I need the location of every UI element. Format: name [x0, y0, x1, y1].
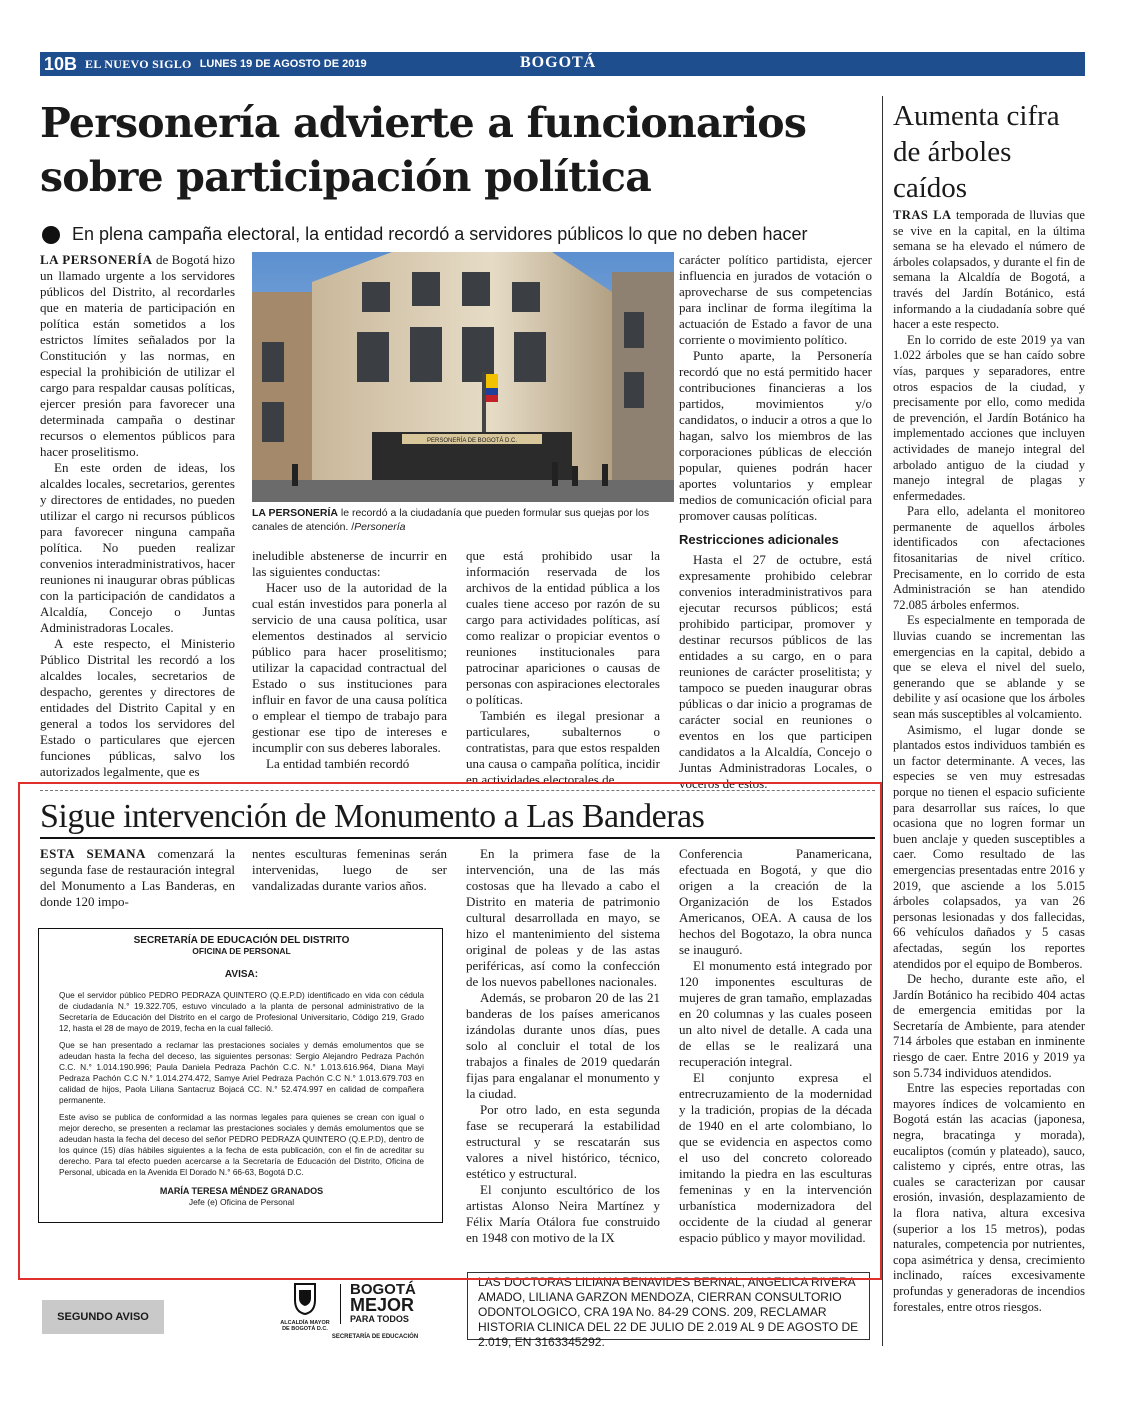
- paragraph: El conjunto expresa el entrecruzamiento de la modernidad y la tradición, propias de la década de 1940 en el arte colombiano, lo que se evidencia en aspectos como el uso del concreto coloreado imitando la piedra en las esculturas femeninas y en la intervención urbanística modernizadora del occidente de la ciudad al generar espacio público y mayor movilidad.: [679, 1070, 872, 1245]
- paragraph: La entidad también recordó: [266, 756, 410, 771]
- paragraph: comenzará la segunda fase de restauración integral del Monumento a Las Banderas, en donde 120 impo-: [40, 846, 235, 909]
- paragraph: Por otro lado, en esta segunda fase se recuperará la estabilidad estructural y se rescatarán sus valores a nivel histórico, técnico, estético y estructural.: [466, 1102, 660, 1181]
- paragraph: De hecho, durante este año, el Jardín Botánico ha recibido 404 actas de emergencia emitidas por la Secretaría de Ambiente, para atender 714 árboles que estaban en inminente riesgo de caer. Entre 2016 y 2019 ya son 5.734 individuos atendidos.: [893, 972, 1085, 1080]
- sidebar-story-body: [893, 208, 1085, 1353]
- paragraph: También es ilegal presionar a particulares, subalternos o contratistas, para que estos respalden una causa o campaña política, incidir en actividades electorales de: [466, 708, 660, 787]
- main-story-column-4: [679, 252, 872, 791]
- sidebar-headline: Aumenta cifra de árboles caídos: [893, 100, 1060, 204]
- page-header-bar: [40, 52, 1085, 76]
- notice-paragraph: Este aviso se publica de conformidad a las normas legales para quienes se crean con igual o mejor derecho, se presenten a reclamar las prestaciones sociales y demás emolumentos que se adeudan hasta la fecha del deceso del señor PEDRO PEDRAZA QUINTERO (Q.E.P.D), dentro de los quince (15) días hábiles siguientes a la fecha de esta publicación, con el fin de acreditar su derecho. Para tal efecto pueden acercarse a la Secretaría de Educación del Distrito, Oficina de Personal, ubicada en la Avenida El Dorado N.° 66-63, Bogotá D.C.: [59, 1112, 424, 1177]
- building-photo: [252, 252, 674, 502]
- caption-text: le recordó a la ciudadanía que pueden formular sus quejas por los canales de atención. /: [252, 507, 650, 533]
- story-kicker: LA PERSONERÍA: [40, 252, 153, 267]
- coat-of-arms-icon: [280, 1282, 330, 1316]
- alcaldia-logo: [280, 1282, 330, 1340]
- main-story-column-2: [252, 548, 447, 780]
- notice-org: SECRETARÍA DE EDUCACIÓN DEL DISTRITO: [133, 935, 350, 946]
- main-headline: Personería advierte a funcionarios sobre participación política: [40, 99, 807, 201]
- paragraph: El monumento está integrado por 120 imponentes esculturas de mujeres de gran tamaño, emplazadas en 20 columnas y las cuales poseen un alto nivel de detalle. A cada una de ellas se le realizará una recuperación integral.: [679, 958, 872, 1069]
- paragraph: de Bogotá hizo un llamado urgente a los servidores públicos del Distrito, al recordarles que en materia de participación en política están sometidos a los estrictos límites señalados por la Constitución y las normas, en especial la prohibición de utilizar el cargo para respaldar causas políticas, ejercer presión para favorecer una determinada campaña o destinar recursos o elementos públicos para hacer proselitismo.: [40, 252, 235, 459]
- notice-title: AVISA:: [224, 969, 259, 980]
- section-subhead: Restricciones adicionales: [679, 532, 839, 547]
- issue-date: LUNES 19 DE AGOSTO DE 2019: [199, 58, 367, 70]
- logo-line-1: BOGOTÁ: [350, 1281, 416, 1298]
- photo-credit: Personería: [354, 521, 406, 533]
- paragraph: En lo corrido de este 2019 ya van 1.022 árboles que se han caído sobre vías, parques y separadores, entre otros espacios de la ciudad, y precisamente por ello, como medida de prevención, el Jardín Botánico ha implementado acciones que incluyen actividades de manejo integral del arbolado antiguo de la ciudad y manejo integral de plagas y enfermedades.: [893, 332, 1085, 503]
- section-name: BOGOTÁ: [520, 54, 597, 71]
- paragraph: A este respecto, el Ministerio Público Distrital les recordó a los alcaldes locales, secretarios de despacho, gerentes y directores de entidades del Distrito Capital y en general a todos los servidores del Estado o particulares que ejercen funciones públicas, salvo los autorizados legalmente, que es: [40, 636, 235, 779]
- sidebar-divider: [882, 96, 883, 1346]
- logo-line-2: MEJOR: [350, 1295, 415, 1315]
- bogota-mejor-logo: [350, 1282, 440, 1328]
- paragraph: Además, se probaron 20 de las 21 banderas de los países americanos izándolas durante unos días, pues solo al concluir el total de los trabajos a finales de 2019 quedarán fijas para engalanar el monumento y la ciudad.: [466, 990, 660, 1101]
- main-subhead: [42, 224, 877, 245]
- paragraph: nentes esculturas femeninas serán intervenidas, luego de ser vandalizadas durante varios años.: [252, 846, 447, 893]
- photo-sign-text: PERSONERÍA DE BOGOTÁ D.C.: [426, 438, 518, 444]
- subhead-text: En plena campaña electoral, la entidad recordó a servidores públicos lo que no deben hacer: [72, 224, 808, 244]
- alcaldia-logo-text: ALCALDÍA MAYOR DE BOGOTÁ D.C.: [280, 1320, 330, 1332]
- classified-ad: LAS DOCTORAS LILIANA BENAVIDES BERNAL, ANGELICA RIVERA AMADO, LILIANA GARZON MENDOZA, CIERRAN CONSULTORIO ODONTOLOGICO, CRA 19A No. 84-29 CONS. 209, RECLAMAR HISTORIA CLINICA DEL 22 DE JULIO DE 2.019 AL 9 DE AGOSTO DE 2.019, EN 3163345292.: [467, 1272, 870, 1340]
- main-story-column-1: [40, 252, 235, 780]
- page-number: 10B: [44, 53, 78, 74]
- paragraph: Hacer uso de la autoridad de la cual están investidos para ponerla al servicio de una causa política, usar elementos destinados al servicio público para hacer proselitismo; utilizar la capacidad contractual del Estado o sus instituciones para influir en favor de una causa política o emplear el tiempo de trabajo para gestionar ese tipo de intereses e incumplir con sus deberes laborales.: [252, 580, 447, 755]
- paragraph: carácter político partidista, ejercer influencia en jurados de votación o aprovecharse de sus competencias para inclinar de forma ilegítima la actuación de Estado a favor de una corriente o movimiento político.: [679, 252, 872, 347]
- paragraph: Entre las especies reportadas con mayores índices de volcamiento en Bogotá están las acacias (japonesa, negra, bracatinga y morada), eucaliptos (común y plateado), sauco, calistemo y ciprés, entre otras, las cuales se caracterizan por causar erosión, invasión, desplazamiento de la flora nativa, altura excesiva (superior a los 15 metros), podas naturales, competencia por nutrientes, copa asimétrica y densa, crecimiento inclinado, raíces excesivamente profundas y generadoras de incendios forestales, entre otros riesgos.: [893, 1081, 1085, 1314]
- paragraph: En la primera fase de la intervención, una de las más costosas que ha llevado a cabo el Distrito en materia de patrimonio cultural desarrollada en mayo, se hizo el mantenimiento del sistema original de poleas y de las astas periféricas, así como la confección de los nuevos pabellones nacionales.: [466, 846, 660, 989]
- paragraph: Para ello, adelanta el monitoreo permanente de aquellos árboles identificados con afectaciones fitosanitarias de nivel crítico. Precisamente, en lo corrido de esta Administración se han atendido 72.085 árboles enfermos.: [893, 504, 1085, 612]
- main-story-column-3: [466, 548, 660, 787]
- paragraph: Hasta el 27 de octubre, está expresamente prohibido celebrar convenios interadministrativos para ejecutar recursos públicos; está prohibido participar, promover y destinar recursos públicos de las entidades a su cargo, en o para reuniones de carácter proselitista; y tampoco se pueden inaugurar obras públicas o dar inicio a programas de carácter social en reuniones o eventos en los que participen candidatos a la Alcaldía, Concejo o Juntas Administradoras Locales, o voceros de estos.: [679, 552, 872, 791]
- notice-paragraph: Que el servidor público PEDRO PEDRAZA QUINTERO (Q.E.P.D) identificado en vida con cédula de ciudadanía N.° 19.322.705, estuvo vinculado a la planta de personal administrativo de la Secretaría de Educación del Distrito en el cargo de Profesional Universitario, Código 219, Grado 12, hasta el 28 de mayo de 2019, fecha en la cual falleció.: [59, 990, 424, 1033]
- segundo-aviso-label: SEGUNDO AVISO: [42, 1300, 164, 1334]
- newspaper-name: EL NUEVO SIGLO: [85, 56, 192, 71]
- paragraph: que está prohibido usar la información reservada de los archivos de la entidad pública a los cuales tiene acceso por razón de su cargo para actividades políticas, así como realizar o propiciar eventos o reuniones institucionales para patrocinar apariciones o causas de personas con aspiraciones electorales o políticas.: [466, 548, 660, 707]
- second-story-kicker: ESTA SEMANA: [40, 846, 146, 861]
- paragraph: temporada de lluvias que se vive en la capital, en la última semana se ha elevado el número de árboles colapsados, y durante el fin de semana la Alcaldía de Bogotá, a través del Jardín Botánico, está informando a la ciudadanía sobre qué hacer a este respecto.: [893, 208, 1085, 332]
- secretaria-logo-text: SECRETARÍA DE EDUCACIÓN: [331, 1334, 419, 1340]
- logo-line-3: PARA TODOS: [350, 1314, 409, 1324]
- paragraph: En este orden de ideas, los alcaldes locales, secretarios, gerentes y directores de entidades, no pueden utilizar el cargo ni recursos públicos para favorecer ninguna campaña política. No pueden realizar convenios interadministrativos, hacer reuniones ni inaugurar obras públicas con la participación de candidatos a Alcaldía, Concejo o Juntas Administradoras Locales.: [40, 460, 235, 635]
- paragraph: Punto aparte, la Personería recordó que no está permitido hacer contribuciones financieras a los partidos, movimientos y/o candidatos, o inducir a otros a que lo hagan, salvo los miembros de las corporaciones públicas de elección popular, quienes podrán hacer aportes voluntarios y emplear medios de comunicación oficial para promover causas políticas.: [679, 348, 872, 523]
- paragraph: El conjunto escultórico de los artistas Alonso Neira Martínez y Félix María Otálora fue construido en 1948 con motivo de la IX: [466, 1182, 660, 1245]
- logo-divider: [340, 1284, 341, 1324]
- highlight-box: [18, 782, 882, 1280]
- notice-paragraph: Que se han presentado a reclamar las prestaciones sociales y demás emolumentos que se adeudan hasta la fecha del deceso, las siguientes personas: Sergio Alejandro Pedraza Pachón C.C. N.° 1.014.190.996; Paula Daniela Pedraza Pachón C.C. N.° 1.013.616.964, Diana Mayi Pedraza Pachón C.C N.° 1.014.274.472, Samye Ariel Pedraza Pachón C.C N.° 1.013.679.703 en calidad de hijos, Paola Liliana Santacruz Bojacá CC. N.° 52.474.997 en calidad de compañera permanente.: [59, 1040, 424, 1105]
- sidebar-kicker: TRAS LA: [893, 208, 952, 222]
- notice-office: OFICINA DE PERSONAL: [192, 946, 291, 956]
- paragraph: ineludible abstenerse de incurrir en las siguientes conductas:: [252, 548, 447, 579]
- notice-signer-title: Jefe (e) Oficina de Personal: [188, 1197, 295, 1207]
- caption-kicker: LA PERSONERÍA: [252, 507, 338, 519]
- notice-signer: MARÍA TERESA MÉNDEZ GRANADOS: [159, 1186, 324, 1196]
- paragraph: Es especialmente en temporada de lluvias cuando se incrementan las emergencias en la capital, debido a que se eleva el nivel del suelo, generando que se ablande y se debilite y así ocasione que los árboles sean más susceptibles al volcamiento.: [893, 613, 1085, 721]
- photo-caption: [252, 506, 674, 534]
- second-story-headline: Sigue intervención de Monumento a Las Banderas: [40, 798, 705, 835]
- paragraph: Conferencia Panamericana, efectuada en Bogotá, y que dio origen a la creación de la Organización de los Estados Americanos, OEA. A causa de los hechos del Bogotazo, la obra nunca se inauguró.: [679, 846, 872, 957]
- bullet-icon: [42, 226, 60, 244]
- paragraph: Asimismo, el lugar donde se plantados estos individuos también es un factor determinante. A veces, las especies se ven muy estresadas porque no tienen el espacio suficiente para desarrollar sus raíces, lo que ocasiona que no logren formar un buen anclaje y queden susceptibles a caer. Como resultado de las emergencias presentadas entre 2016 y 2019, que asciende a los 5.015 árboles colapsados, ya van 26 personas lesionadas y dos fallecidas, 66 vehículos dañados y 5 casas afectadas, según los reportes atendidos por el equipo de Bomberos.: [893, 722, 1085, 971]
